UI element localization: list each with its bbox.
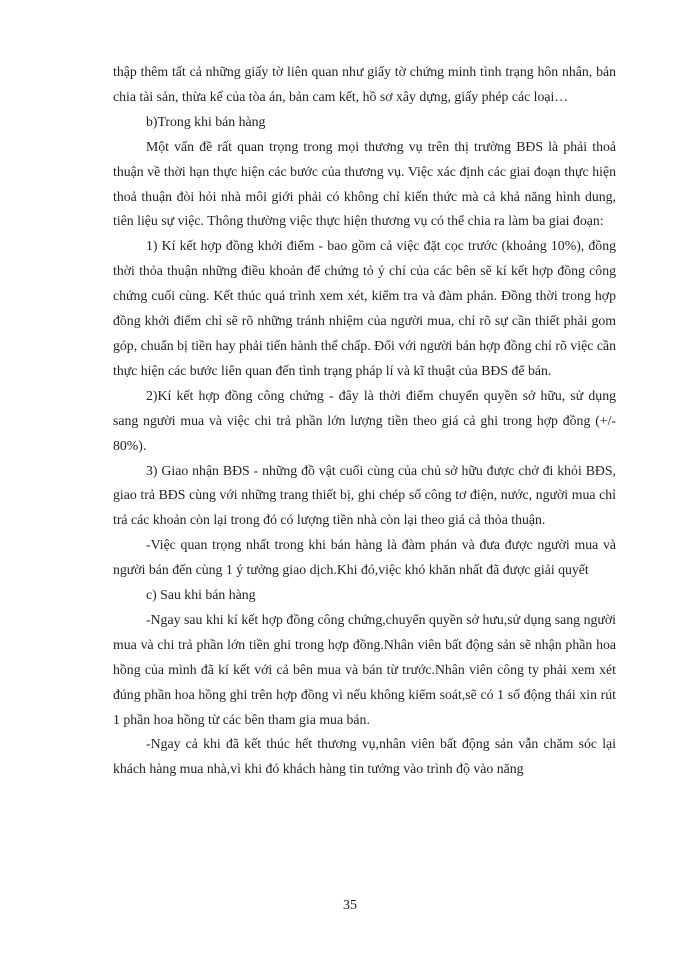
- paragraph-commission: -Ngay sau khi kí kết hợp đồng công chứng,chuyển quyền sở hưu,sử dụng sang người mua và chi trả phần lớn tiền ghi trong hợp đồng.Nhân viên bất động sản sẽ nhận phần hoa hồng của mình đã kí kết với cả bên mua và bán từ trước.Nhân viên công ty phải xem xét đúng phần hoa hồng ghi trên hợp đồng vì nếu không kiểm soát,sẽ có 1 số động thái xin rút 1 phần hoa hồng từ các bên tham gia mua bán.: [113, 611, 616, 727]
- paragraph-stage-1: 1) Kí kết hợp đồng khởi điểm - bao gồm cả việc đặt cọc trước (khoảng 10%), đồng thời thỏa thuận những điều khoản để chứng tỏ ý chí của các bên sẽ kí kết hợp đồng công chứng cuối cùng. Kết thúc quá trình xem xét, kiểm tra và đàm phán. Đồng thời trong hợp đồng khởi điểm chỉ sẽ rõ những tránh nhiệm của người mua, chỉ rõ sự cần thiết phải gom góp, chuẩn bị tiền hay phải tiến hành thế chấp. Đối với người bán hợp đồng chỉ rõ việc cần thực hiện các bước liên quan đến tình trạng pháp lí và kĩ thuật của BĐS để bán.: [113, 238, 616, 378]
- paragraph-negotiation: -Việc quan trọng nhất trong khi bán hàng là đàm phán và đưa được người mua và người bán đến cùng 1 ý tưởng giao dịch.Khi đó,việc khó khăn nhất đã được giải quyết: [113, 537, 616, 578]
- subheading-after-sale: c) Sau khi bán hàng: [146, 587, 256, 603]
- subheading-during-sale: b)Trong khi bán hàng: [146, 113, 266, 129]
- body-text: [113, 60, 616, 782]
- page-number: 35: [343, 898, 357, 913]
- paragraph-stage-3: 3) Giao nhận BĐS - những đồ vật cuối cùng của chủ sở hữu được chở đi khỏi BĐS, giao trả BĐS cùng với những trang thiết bị, ghi chép số công tơ điện, nước, người mua chỉ trả các khoản còn lại trong đó có lượng tiền nhà còn lại theo giá cả thỏa thuận.: [113, 462, 616, 528]
- paragraph-customer-care: -Ngay cả khi đã kết thúc hết thương vụ,nhân viên bất động sản vẫn chăm sóc lại khách hàng mua nhà,vì khi đó khách hàng tin tưởng vào trình độ vào năng: [113, 736, 616, 777]
- paragraph-intro-stages: Một vấn đề rất quan trọng trong mọi thương vụ trên thị trường BĐS là phải thoả thuận về thời hạn thực hiện các bước của thương vụ. Việc xác định các giai đoạn thực hiện thoả thuận đòi hỏi nhà môi giới phải có không chỉ kiến thức mà cả khả năng hình dung, tiên liệu sự việc. Thông thường việc thực hiện thương vụ có thể chia ra làm ba giai đoạn:: [113, 138, 616, 229]
- paragraph-stage-2: 2)Kí kết hợp đồng công chứng - đây là thời điểm chuyển quyền sở hữu, sử dụng sang người mua và việc chi trả phần lớn lượng tiền theo giá cả ghi trong hợp đồng (+/- 80%).: [113, 387, 616, 453]
- paragraph-continuation: thập thêm tất cả những giấy tờ liên quan như giấy tờ chứng minh tình trạng hôn nhân, bản chia tài sản, thừa kế của tòa án, bản cam kết, hồ sơ xây dựng, giấy phép các loại…: [113, 64, 616, 104]
